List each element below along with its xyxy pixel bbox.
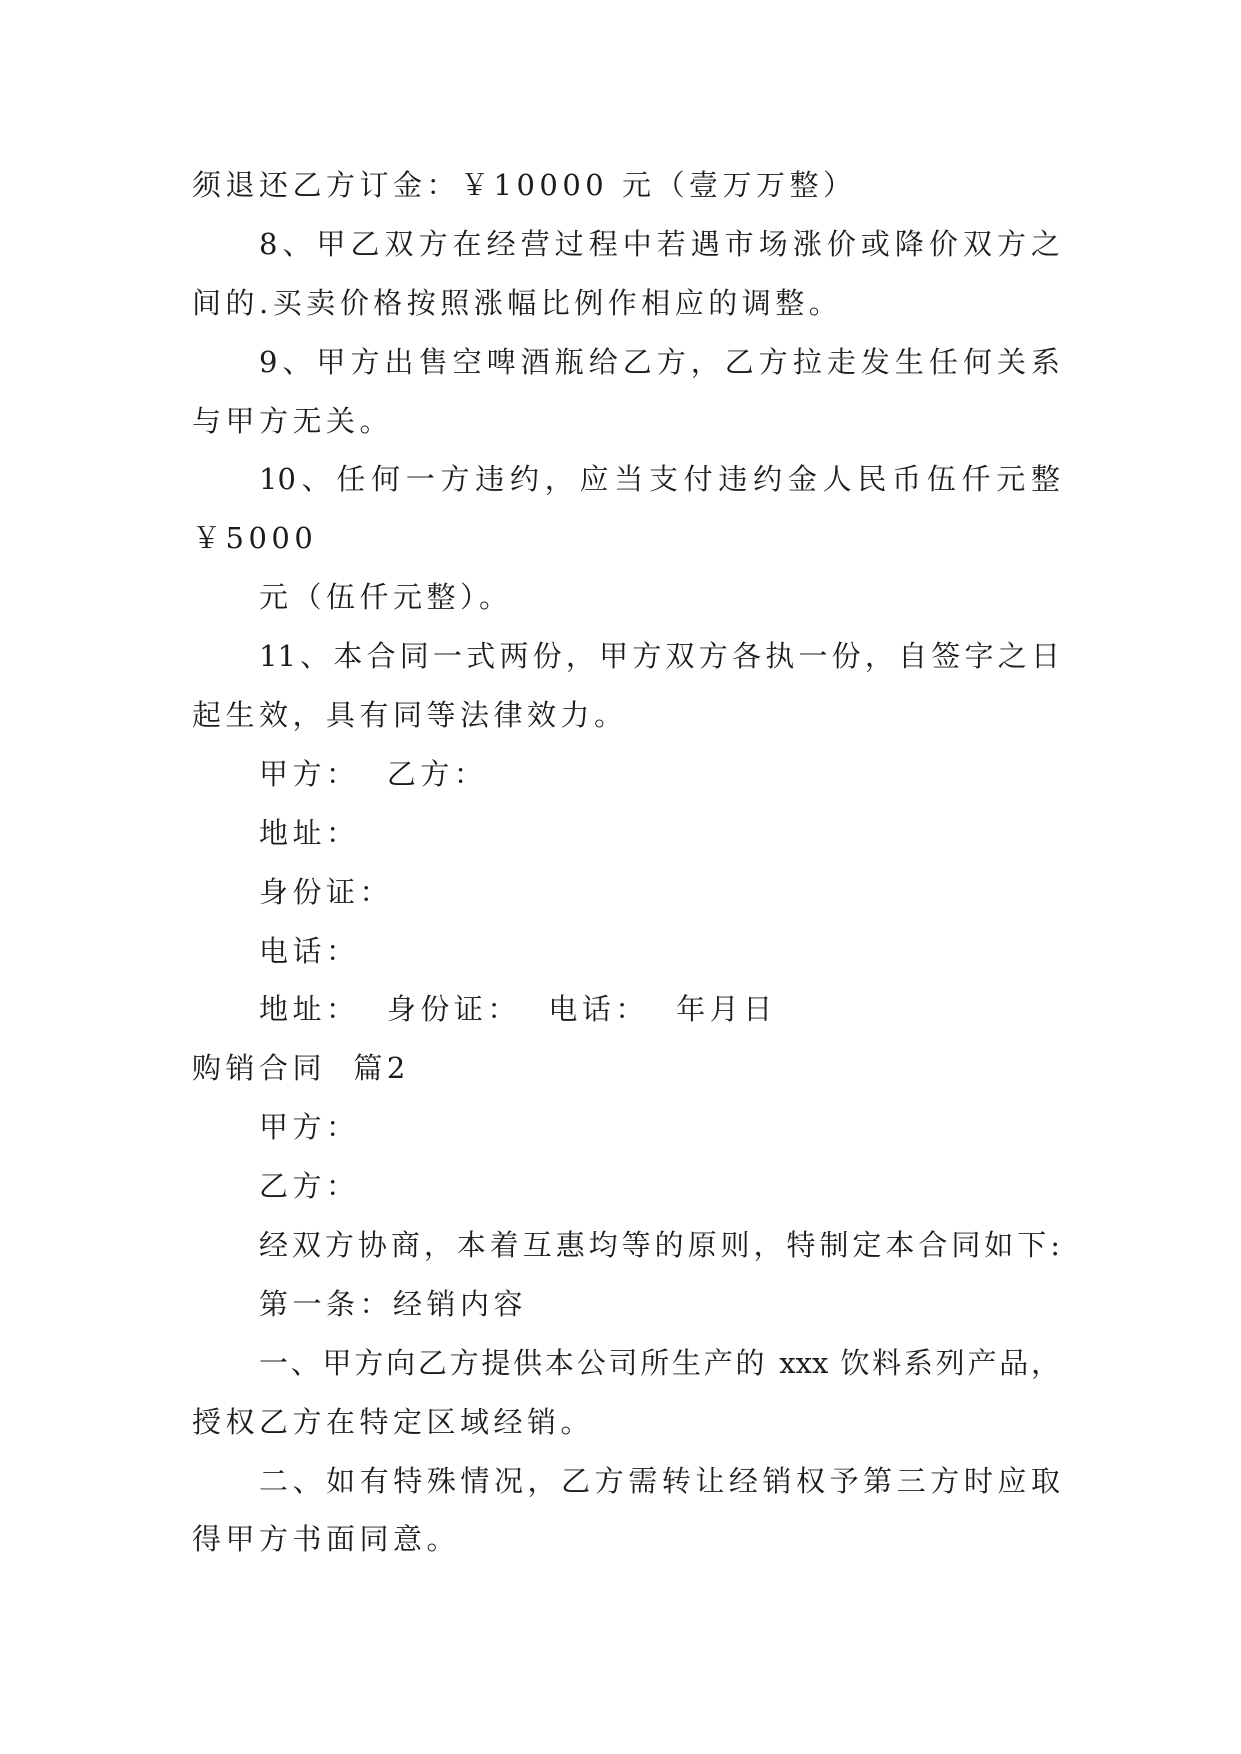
- continuation-line: 须退还乙方订金：￥10000 元（壹万万整）: [192, 168, 857, 202]
- contract-2-heading: 购销合同 篇2: [192, 1051, 410, 1086]
- clause-10-line-3: 元（伍仟元整）。: [259, 580, 513, 615]
- party-a-label: 甲方：: [259, 1110, 360, 1145]
- clause-8-line-1: 8、甲乙双方在经营过程中若遇市场涨价或降价双方之: [259, 226, 1060, 261]
- article-1-title: 第一条：经销内容: [259, 1286, 528, 1321]
- clause-8-line-2: 间的.买卖价格按照涨幅比例作相应的调整。: [192, 285, 843, 320]
- signature-parties: 甲方： 乙方：: [259, 756, 488, 791]
- item-1-line-2: 授权乙方在特定区域经销。: [192, 1404, 595, 1439]
- item-1-line-1: 一、甲方向乙方提供本公司所生产的 xxx 饮料系列产品，: [259, 1345, 1060, 1380]
- page-body: [192, 156, 1060, 1569]
- item-2-line-2: 得甲方书面同意。: [192, 1522, 461, 1557]
- clause-10-line-1: 10、任何一方违约，应当支付违约金人民币伍仟元整: [259, 462, 1060, 497]
- clause-11-line-1: 11、本合同一式两份，甲方双方各执一份，自签字之日: [259, 639, 1060, 674]
- party-b-label: 乙方：: [259, 1169, 360, 1204]
- signature-address: 地址：: [259, 815, 360, 850]
- clause-9-line-1: 9、甲方出售空啤酒瓶给乙方，乙方拉走发生任何关系: [259, 344, 1060, 379]
- clause-10-line-2: ￥5000: [192, 521, 318, 556]
- signature-id-card: 身份证：: [259, 874, 394, 909]
- item-2-line-1: 二、如有特殊情况，乙方需转让经销权予第三方时应取: [259, 1463, 1060, 1498]
- clause-9-line-2: 与甲方无关。: [192, 403, 394, 438]
- signature-phone: 电话：: [259, 933, 360, 968]
- clause-11-line-2: 起生效，具有同等法律效力。: [192, 698, 628, 733]
- signature-summary: 地址： 身份证： 电话： 年月日: [259, 992, 777, 1027]
- preamble: 经双方协商，本着互惠均等的原则，特制定本合同如下:: [259, 1228, 1060, 1263]
